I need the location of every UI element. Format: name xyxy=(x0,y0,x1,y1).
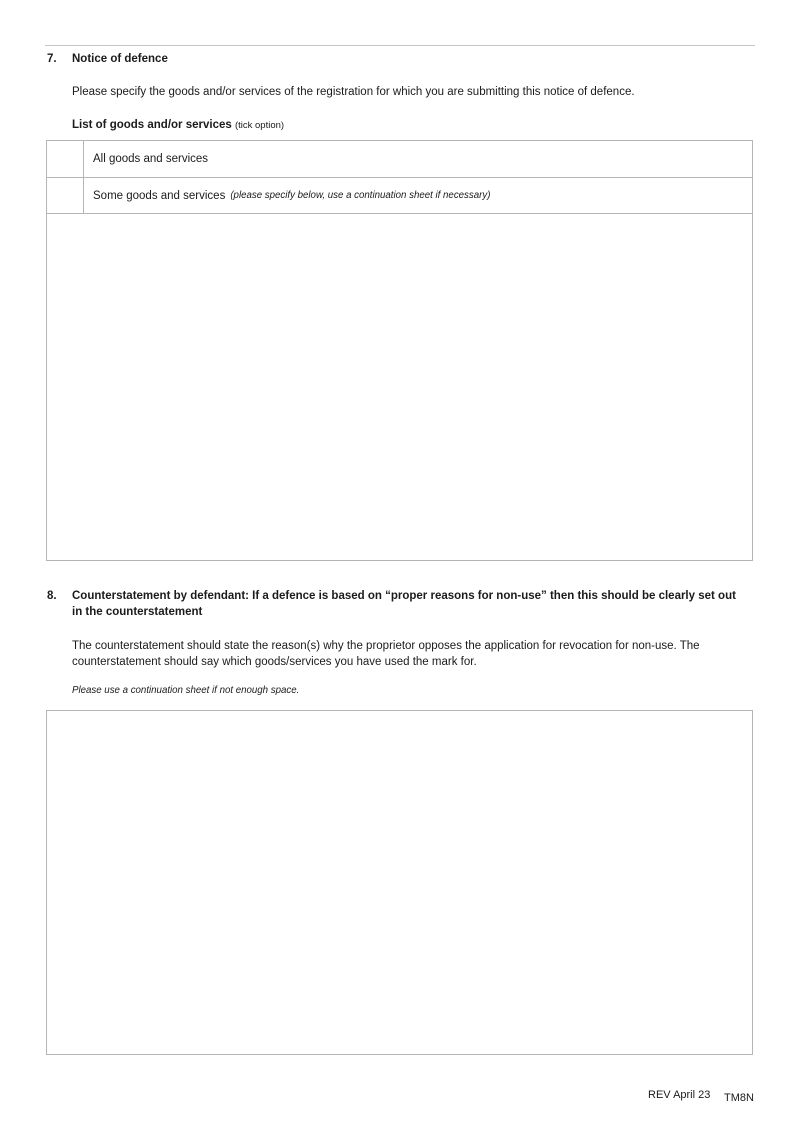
footer-revision: REV April 23 xyxy=(648,1089,711,1101)
option-label-all-goods: All goods and services xyxy=(93,153,209,165)
option-row-some-goods xyxy=(47,178,752,214)
footer-form-code: TM8N xyxy=(724,1092,754,1104)
section8-number: 8. xyxy=(47,590,57,602)
section8-heading xyxy=(47,589,747,620)
checkbox-all-goods-and-services[interactable] xyxy=(47,141,84,177)
counterstatement-input-area[interactable] xyxy=(46,710,753,1055)
goods-services-list-label xyxy=(72,118,672,134)
goods-services-input-area[interactable] xyxy=(47,214,752,560)
option-row-all-goods xyxy=(47,141,752,178)
section7-title: Notice of defence xyxy=(72,53,168,65)
section7-heading xyxy=(47,52,753,68)
option-label-some-goods: Some goods and services (please specify below, use a continuation sheet if necessary) xyxy=(93,189,491,202)
list-label-text: List of goods and/or services xyxy=(72,119,232,131)
tick-option-note: (tick option) xyxy=(234,120,285,131)
section-divider xyxy=(45,45,755,46)
some-goods-note: (please specify below, use a continuation sheet if necessary) xyxy=(230,190,491,201)
section8-body: The counterstatement should state the reason(s) why the proprietor opposes the application for revocation for non-use. The counterstatement should say which goods/services you have used the mark for. xyxy=(72,640,700,668)
section8-title: Counterstatement by defendant: If a defence is based on “proper reasons for non-use” then this should be clearly set out in the counterstatement xyxy=(72,590,736,618)
continuation-sheet-note: Please use a continuation sheet if not enough space. xyxy=(72,685,300,696)
checkbox-some-goods-and-services[interactable] xyxy=(47,178,84,213)
section7-intro: Please specify the goods and/or services of the registration for which you are submitting this notice of defence. xyxy=(72,86,635,98)
section7-number: 7. xyxy=(47,53,57,65)
goods-services-table xyxy=(46,140,753,561)
